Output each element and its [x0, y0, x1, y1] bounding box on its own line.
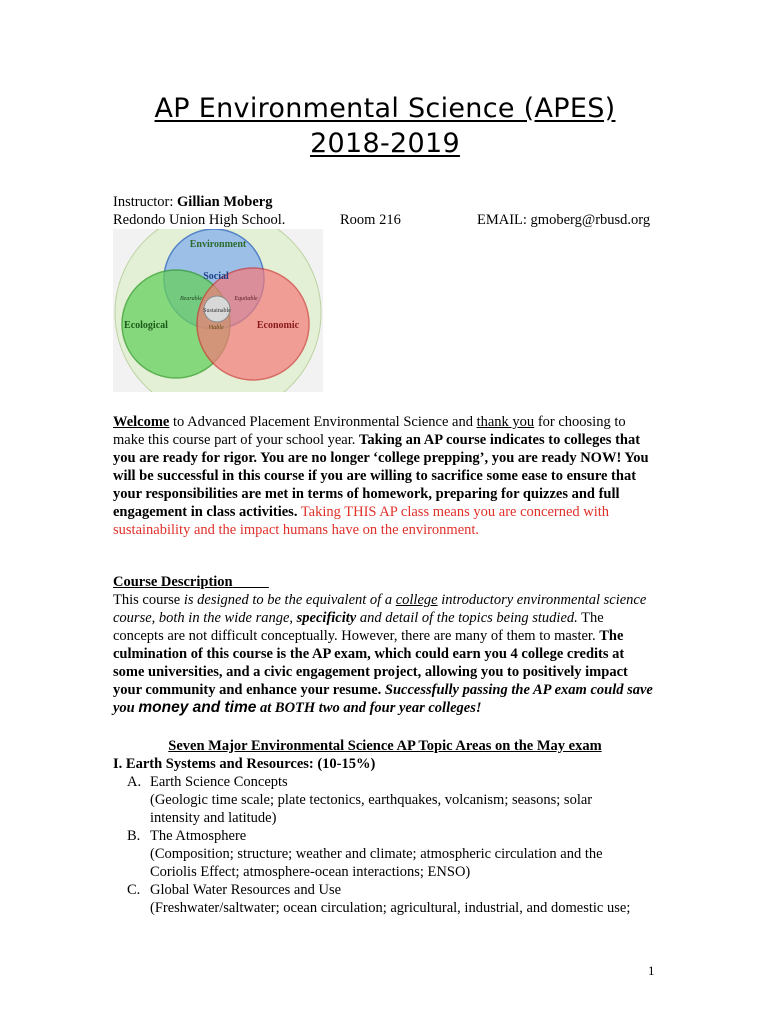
welcome-red-text: Taking THIS AP class means you are concerned with sustainability and the impact humans have on the environment.	[113, 504, 610, 538]
course-text-7: The concepts are not difficult conceptually. However, there are many of them to master.	[113, 610, 604, 644]
item-letter: C.	[127, 882, 141, 898]
course-text-college: college	[395, 592, 438, 608]
page-number: 1	[648, 963, 655, 978]
item-detail: (Composition; structure; weather and climate; atmospheric circulation and the	[150, 846, 603, 862]
instructor-label: Instructor:	[113, 194, 178, 210]
list-item	[113, 881, 673, 899]
label-economic: Economic	[256, 320, 300, 331]
school-name: Redondo Union High School.	[113, 212, 286, 228]
label-viable: Viable	[208, 325, 224, 331]
course-description-heading: Course Description	[113, 574, 233, 590]
page-title: AP Environmental Science (APES)	[154, 93, 616, 124]
label-social: Social	[203, 271, 229, 282]
welcome-word: Welcome	[113, 414, 170, 430]
item-title: Earth Science Concepts	[150, 774, 288, 790]
course-text-2: is designed to be the equivalent of a	[183, 592, 396, 608]
course-text-8: The culmination of this course is the AP exam, which could earn you 4 college credits at some universities, and a civic engagement project, allowing you to positively impact your community and enhance your resume.	[113, 628, 628, 698]
email: EMAIL: gmoberg@rbusd.org	[477, 212, 651, 228]
item-title: Global Water Resources and Use	[150, 882, 342, 898]
course-text-money-time: money and time	[138, 699, 257, 716]
course-text-4: introductory environmental science course, both in the wide range,	[113, 592, 647, 626]
item-detail: (Geologic time scale; plate tectonics, earthquakes, volcanism; seasons; solar	[150, 792, 593, 808]
item-letter: A.	[127, 774, 142, 790]
course-text-specificity: specificity	[296, 610, 357, 626]
course-text-1: This course	[113, 592, 184, 608]
section-roman: I	[113, 756, 119, 772]
item-title: The Atmosphere	[150, 828, 247, 844]
label-sustainable: Sustainable	[203, 308, 231, 314]
topic-outline	[113, 755, 673, 917]
label-bearable: Bearable	[180, 296, 202, 302]
list-item	[113, 773, 673, 791]
instructor-name: Gillian Moberg	[177, 194, 273, 210]
item-detail: (Freshwater/saltwater; ocean circulation; agricultural, industrial, and domestic use;	[150, 900, 631, 916]
course-text-9: Successfully passing the AP exam could save you	[113, 682, 653, 716]
instructor-line	[113, 194, 273, 211]
list-item	[113, 827, 673, 845]
course-text-6: and detail of the topics being studied.	[356, 610, 578, 626]
sustainability-diagram	[113, 229, 323, 392]
room-number: Room 216	[340, 212, 401, 228]
item-detail: Coriolis Effect; atmosphere-ocean interactions; ENSO)	[150, 864, 471, 880]
welcome-text-2: for choosing to make this course part of your school year.	[113, 414, 626, 448]
thank-you-word: thank you	[476, 414, 535, 430]
welcome-paragraph	[113, 413, 658, 539]
topics-heading: Seven Major Environmental Science AP Topic Areas on the May exam	[168, 738, 602, 754]
page-subtitle-year: 2018-2019	[310, 128, 460, 159]
label-environment: Environment	[189, 239, 247, 250]
section-title: Earth Systems and Resources: (10-15%)	[125, 756, 376, 772]
section-heading: I. Earth Systems and Resources: (10-15%)	[113, 756, 376, 772]
course-description	[113, 573, 658, 717]
item-detail: intensity and latitude)	[150, 810, 277, 826]
welcome-bold-text: Taking an AP course indicates to colleges that you are ready for rigor. You are no longer ‘college prepping’, you are ready NOW! You will be successful in this course if you are willing to sacrifice some ease to ensure that your responsibilities are met in terms of homework, preparing for quizzes and full engagement in class activities.	[113, 432, 649, 520]
course-text-11: at BOTH two and four year colleges!	[256, 700, 482, 716]
welcome-text-1: to Advanced Placement Environmental Science and	[169, 414, 477, 430]
item-letter: B.	[127, 828, 141, 844]
label-ecological: Ecological	[124, 320, 168, 331]
label-equitable: Equitable	[234, 296, 258, 302]
